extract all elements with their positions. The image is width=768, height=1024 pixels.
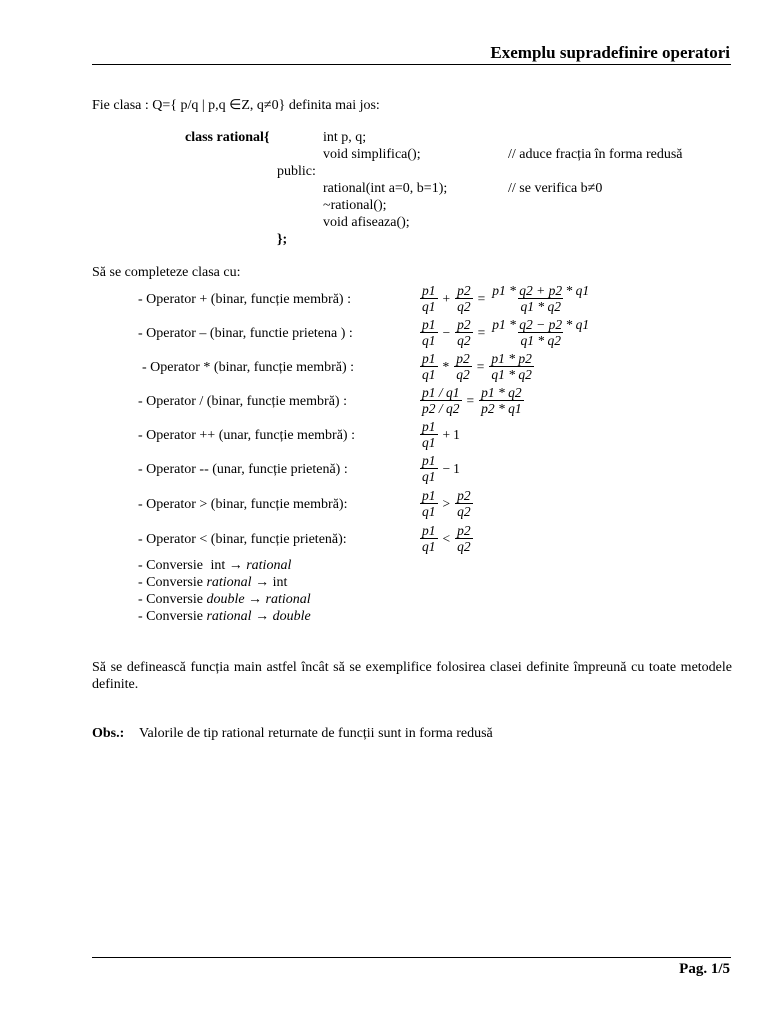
conversion-int-to-rational: - Conversie int → rational	[138, 558, 292, 573]
operator-plus-label: - Operator + (binar, funcție membră) :	[138, 292, 351, 307]
operator-increment-label: - Operator ++ (unar, funcție membră) :	[138, 428, 355, 443]
operator-less-label: - Operator < (binar, funcție prietenă):	[138, 532, 347, 547]
task-intro: Să se completeze clasa cu:	[92, 265, 241, 280]
formula-greater: $\frac{p1}{q1}$ > $\frac{p2}{q2}$	[422, 488, 471, 519]
formula-less: $\frac{p1}{q1}$ < $\frac{p2}{q2}$	[422, 523, 471, 554]
formula-increment: $\frac{p1}{q1}$ + 1	[422, 419, 460, 450]
code-simplifica-comment: // aduce fracția în forma redusă	[508, 147, 683, 162]
arrow-icon: →	[255, 575, 270, 590]
page-number: Pag. 1/5	[679, 961, 730, 977]
operator-multiply-label: - Operator * (binar, funcție membră) :	[142, 360, 355, 375]
formula-addition: $\frac{p1}{q1}$ + $\frac{p2}{q2}$ = $\frac{p1 * q2 + p2 * q1}{q1 * q2}$	[422, 283, 590, 314]
main-instruction: Să se definească funcția main astfel încât să se exemplifice folosirea clasei definite împreună cu toate metodele definite.	[92, 660, 732, 692]
formula-subtraction: $\frac{p1}{q1}$ − $\frac{p2}{q2}$ = $\frac{p1 * q2 - p2 * q1}{q1 * q2}$	[422, 317, 590, 348]
code-constructor-comment: // se verifica b≠0	[508, 181, 603, 196]
conversion-double-to-rational: - Conversie double → rational	[138, 592, 311, 607]
intro-text: Fie clasa : Q={ p/q | p,q ∈Z, q≠0} definita mai jos:	[92, 98, 380, 113]
header-rule	[92, 64, 731, 65]
conversion-rational-to-int: - Conversie rational → int	[138, 575, 288, 590]
formula-division: $\frac{p1 / q1}{p2 / q2}$ = $\frac{p1 * q2}{p2 * q1}$	[422, 385, 522, 416]
formula-multiplication: $\frac{p1}{q1}$ * $\frac{p2}{q2}$ = $\frac{p1 * p2}{q1 * q2}$	[422, 351, 532, 382]
obs-text: Valorile de tip rational returnate de funcții sunt in forma redusă	[139, 726, 493, 741]
conversion-rational-to-double: - Conversie rational → double	[138, 609, 311, 624]
code-constructor: rational(int a=0, b=1);	[323, 181, 448, 196]
arrow-icon: →	[228, 558, 243, 573]
obs-label: Obs.:	[92, 726, 125, 741]
formula-decrement: $\frac{p1}{q1}$ − 1	[422, 453, 460, 484]
footer-rule	[92, 957, 731, 958]
code-destructor: ~rational();	[323, 198, 387, 213]
class-declaration: class rational{	[185, 130, 270, 145]
arrow-icon: →	[248, 592, 263, 607]
arrow-icon: →	[255, 609, 270, 624]
code-close: };	[277, 232, 288, 247]
code-public: public:	[277, 164, 316, 179]
code-afiseaza: void afiseaza();	[323, 215, 410, 230]
code-members: int p, q;	[323, 130, 367, 145]
code-simplifica: void simplifica();	[323, 147, 421, 162]
header-title: Exemplu supradefinire operatori	[490, 43, 730, 62]
operator-divide-label: - Operator / (binar, funcție membră) :	[138, 394, 347, 409]
operator-minus-label: - Operator – (binar, functie prietena ) :	[138, 326, 353, 341]
operator-greater-label: - Operator > (binar, funcție membră):	[138, 497, 348, 512]
operator-decrement-label: - Operator -- (unar, funcție prietenă) :	[138, 462, 348, 477]
